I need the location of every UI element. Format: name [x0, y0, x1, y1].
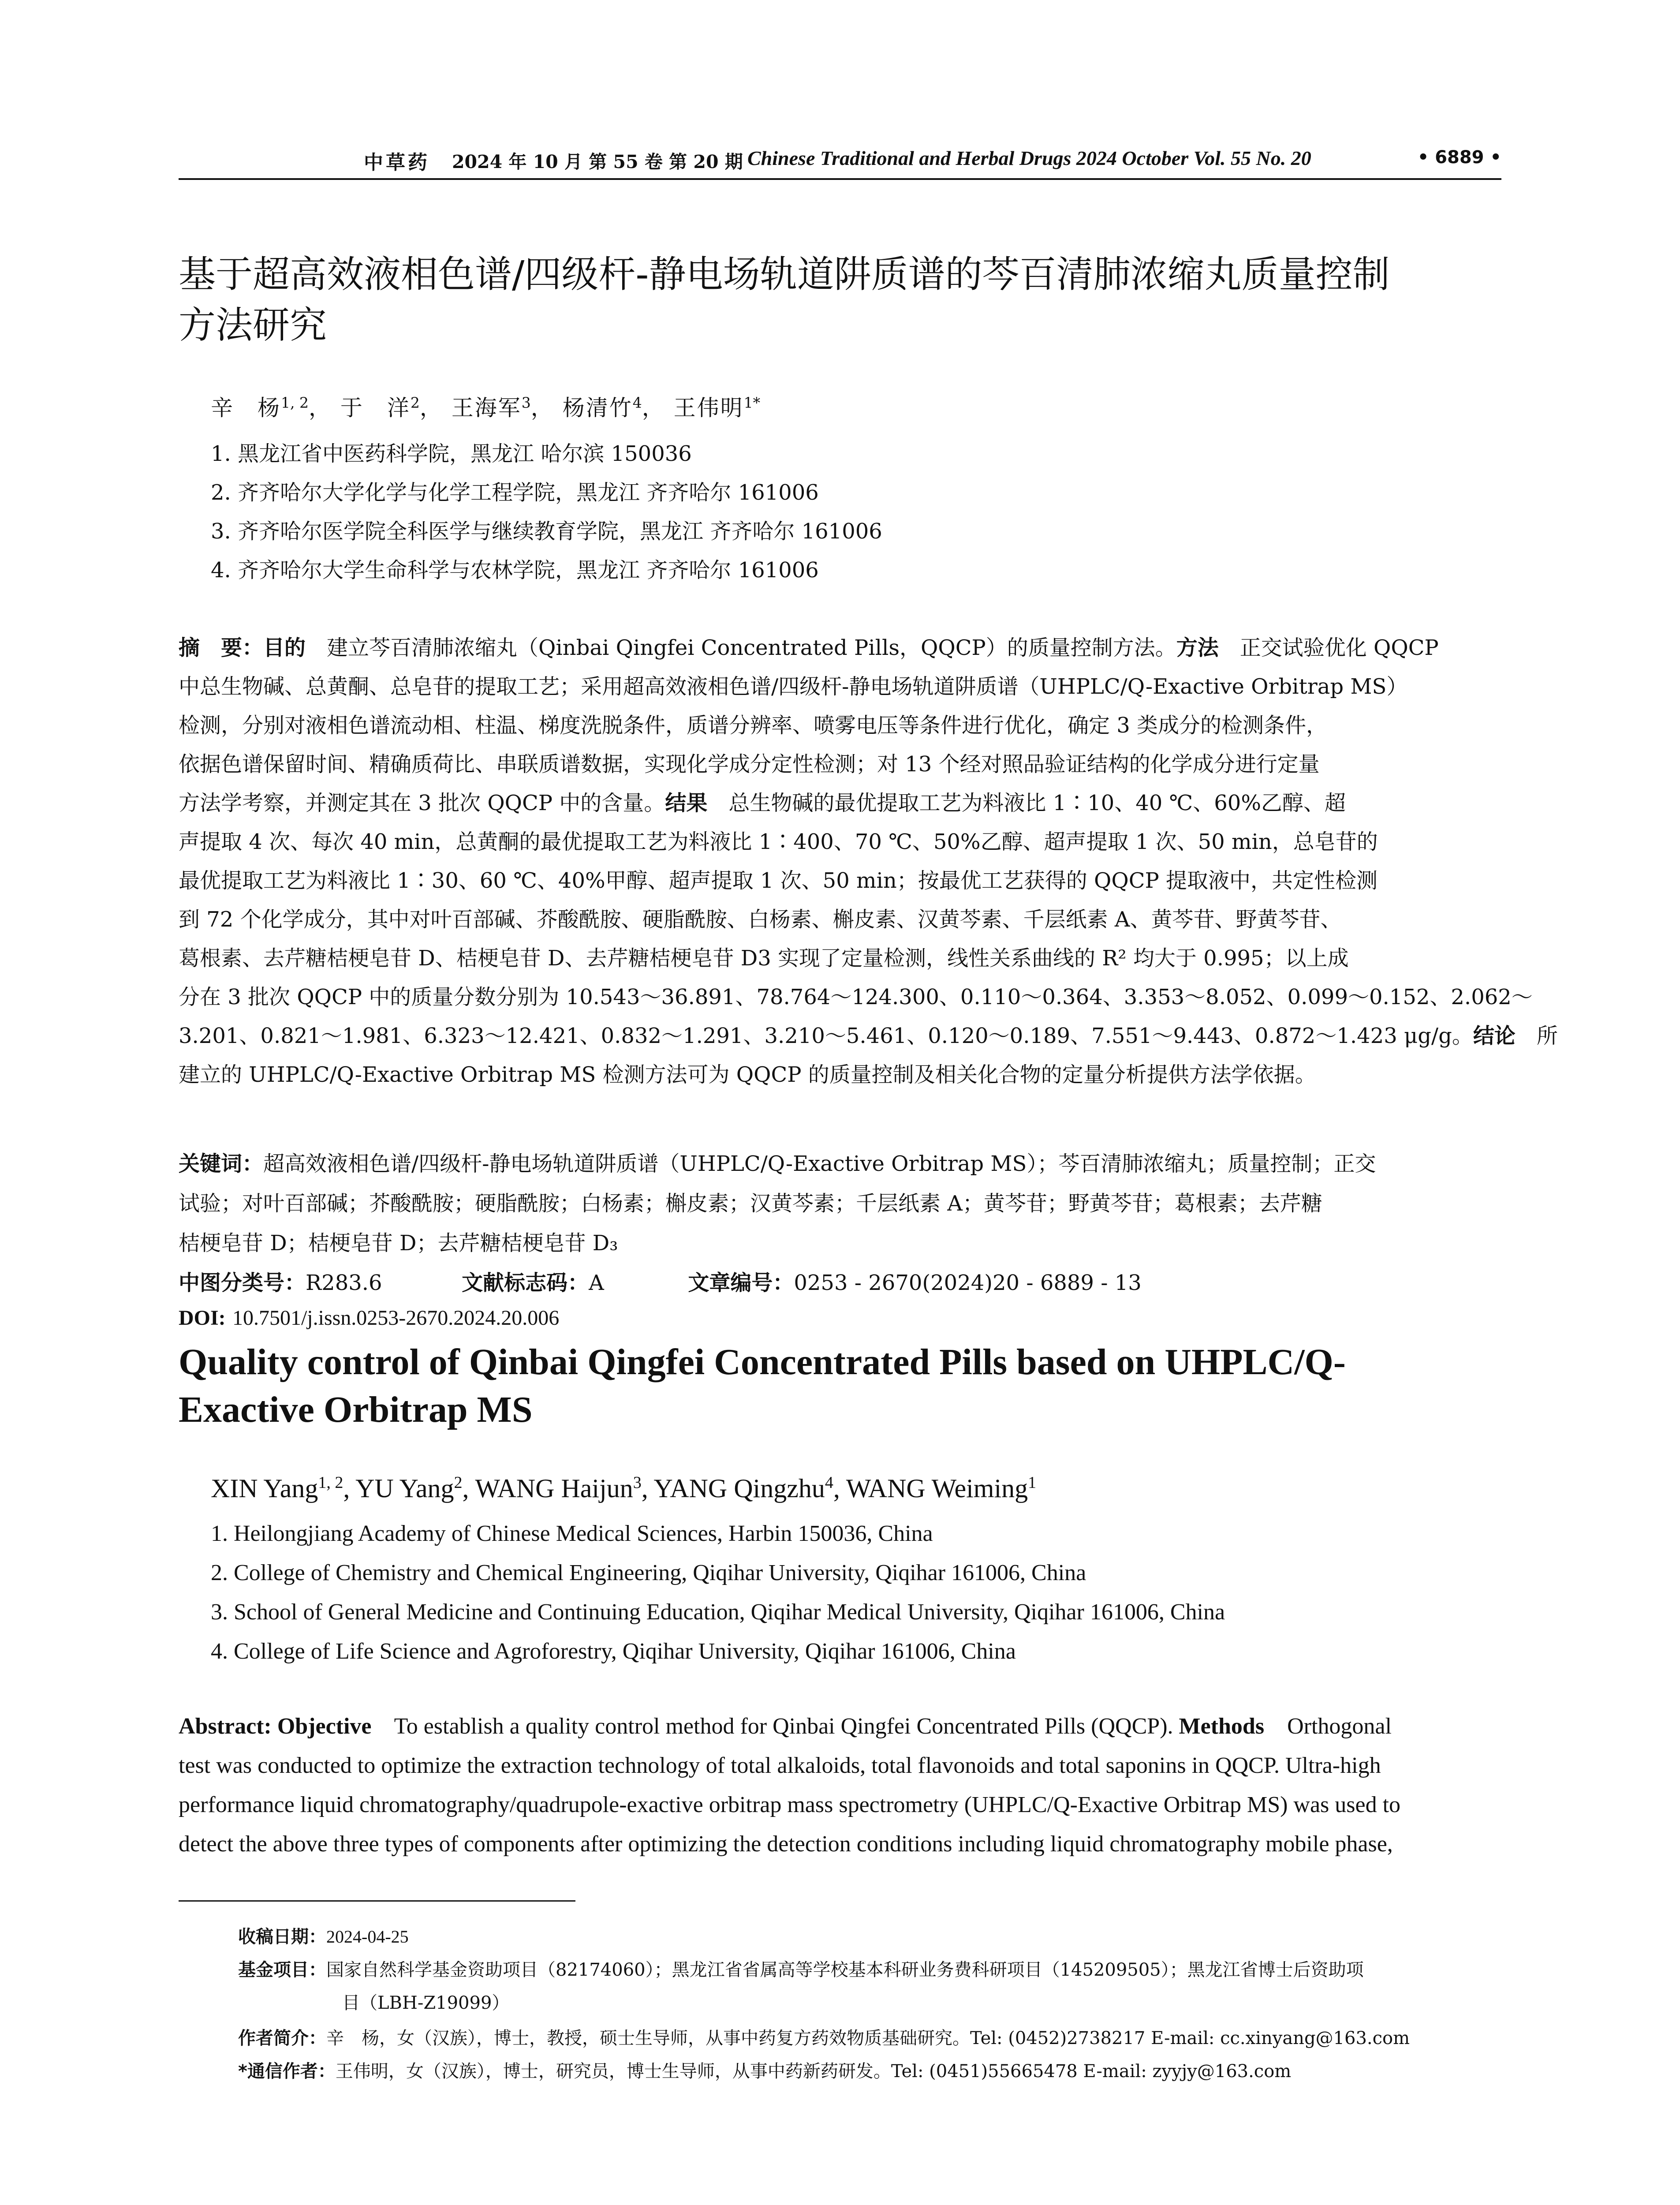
author-affil-sup: 1, 2 [318, 1473, 343, 1492]
abstract-zh-line [179, 863, 1501, 894]
abstract-zh-line [179, 1058, 1501, 1088]
abstract-text: 正交试验优化 QQCP [1218, 635, 1439, 660]
fund-text: 国家自然科学基金资助项目（82174060）；黑龙江省省属高等学校基本科研业务费科研项目（145209505）；黑龙江省博士后资助项 [326, 1960, 1364, 1980]
author-zh: 杨清竹 [562, 395, 633, 421]
abstract-text: 3.201、0.821～1.981、6.323～12.421、0.832～1.291、3.210～5.461、0.120～0.189、7.551～9.443、0.872～1.423 μg/g。 [179, 1024, 1473, 1048]
footnote-divider [179, 1900, 575, 1902]
doi-value: 10.7501/j.issn.0253-2670.2024.20.006 [232, 1306, 560, 1330]
abstract-text: 所 [1515, 1024, 1558, 1048]
section-label: 目的 [263, 635, 306, 660]
abstract-text: detect the above three types of components after optimizing the detection conditions including liquid chromatography mobile phase, [179, 1831, 1393, 1857]
abstract-zh-line [179, 747, 1501, 777]
title-en-line-2: Exactive Orbitrap MS [179, 1389, 533, 1430]
abstract-text: 建立芩百清肺浓缩丸（Qinbai Qingfei Concentrated Pills，QQCP）的质量控制方法。 [306, 635, 1176, 660]
footnote-corresponding [238, 2057, 1291, 2082]
corresponding-label: *通信作者： [238, 2061, 336, 2082]
section-label: 结果 [665, 791, 708, 815]
doi-label: DOI: [179, 1306, 226, 1330]
abstract-text: performance liquid chromatography/quadrupole-exactive orbitrap mass spectrometry (UHPLC/Q-Exactive Orbitrap MS) was used to [179, 1792, 1401, 1817]
abstract-zh-line [179, 902, 1501, 933]
footnote-fund-cont: 目（LBH-Z19099） [342, 1993, 510, 2013]
abstract-zh-line [179, 631, 1501, 661]
title-en-line-1: Quality control of Qinbai Qingfei Concentrated Pills based on UHPLC/Q- [179, 1342, 1346, 1383]
section-label: Methods [1179, 1714, 1265, 1739]
author-affil-sup: 4 [825, 1473, 833, 1492]
doc-code-label: 文献标志码： [462, 1271, 589, 1295]
footnote-received [238, 1923, 409, 1948]
abstract-zh-line [179, 1019, 1558, 1049]
abstract-text: 检测，分别对液相色谱流动相、柱温、梯度洗脱条件，质谱分辨率、喷雾电压等条件进行优化，确定 3 类成分的检测条件， [179, 713, 1328, 738]
author-affil-sup: 4 [632, 394, 642, 411]
abstract-text: 分在 3 批次 QQCP 中的质量分数分别为 10.543～36.891、78.764～124.300、0.110～0.364、3.353～8.052、0.099～0.152、2.062～ [179, 985, 1533, 1009]
author-zh: 王海军 [451, 395, 522, 421]
article-no-label: 文章编号： [688, 1271, 794, 1295]
author-affil-sup: 3 [521, 394, 531, 411]
abstract-text: Orthogonal [1264, 1714, 1392, 1739]
affiliation-en: 2. College of Chemistry and Chemical Engineering, Qiqihar University, Qiqihar 161006, China [211, 1560, 1086, 1585]
clc-value: R283.6 [306, 1271, 382, 1295]
author-intro-label: 作者简介： [238, 2028, 326, 2048]
authors-zh: 辛 杨$^{1, 2}$， 于 洋$^2$， 王海军$^3$， 杨清竹$^4$， 王伟明$^{1*}$ [211, 394, 761, 421]
abstract-en-line [179, 1753, 1501, 1779]
abstract-text: test was conducted to optimize the extraction technology of total alkaloids, total flavonoids and total saponins in QQCP. Ultra-high [179, 1753, 1381, 1778]
abstract-text: 声提取 4 次、每次 40 min，总黄酮的最优提取工艺为料液比 1∶400、70 ℃、50%乙醇、超声提取 1 次、50 min，总皂苷的 [179, 830, 1378, 854]
abstract-text: To establish a quality control method for Qinbai Qingfei Concentrated Pills (QQCP). [371, 1714, 1179, 1739]
author-affil-sup: 1 [1028, 1473, 1037, 1492]
affiliation-zh: 3. 齐齐哈尔医学院全科医学与继续教育学院，黑龙江 齐齐哈尔 161006 [211, 519, 882, 544]
author-zh: 于 洋 [340, 395, 411, 421]
author-zh: 辛 杨 [211, 395, 281, 421]
author-affil-sup: 2 [410, 394, 420, 411]
section-label: 结论 [1473, 1024, 1516, 1048]
abstract-text: 方法学考察，并测定其在 3 批次 QQCP 中的含量。 [179, 791, 665, 815]
abstract-text: 到 72 个化学成分，其中对叶百部碱、芥酸酰胺、硬脂酰胺、白杨素、槲皮素、汉黄芩素、千层纸素 A、黄芩苷、野黄芩苷、 [179, 907, 1342, 932]
author-zh: 王伟明 [673, 395, 744, 421]
keywords-zh-line: 试验；对叶百部碱；芥酸酰胺；硬脂酰胺；白杨素；槲皮素；汉黄芩素；千层纸素 A；黄芩苷；野黄芩苷；葛根素；去芹糖 [179, 1191, 1322, 1216]
footnote-fund [238, 1956, 1364, 1981]
running-header [179, 140, 1501, 184]
affiliation-zh: 4. 齐齐哈尔大学生命科学与农林学院，黑龙江 齐齐哈尔 161006 [211, 558, 819, 583]
abstract-label: 摘 要： [179, 635, 264, 660]
doc-code-value: A [589, 1271, 604, 1295]
abstract-text: 葛根素、去芹糖桔梗皂苷 D、桔梗皂苷 D、去芹糖桔梗皂苷 D3 实现了定量检测，线性关系曲线的 R² 均大于 0.995；以上成 [179, 946, 1349, 971]
affiliation-en: 3. School of General Medicine and Continuing Education, Qiqihar Medical University, Qiqihar 161006, China [211, 1600, 1225, 1625]
clc-label: 中图分类号： [179, 1271, 306, 1295]
author-en: YU Yang [355, 1474, 454, 1503]
journal-name-en: Chinese Traditional and Herbal Drugs 2024 October Vol. 55 No. 20 [747, 147, 1311, 169]
abstract-zh-line [179, 708, 1501, 739]
page-number: • 6889 • [1417, 147, 1501, 168]
author-affil-sup: 2 [454, 1473, 463, 1492]
footnote-author [238, 2024, 1410, 2049]
title-zh-line-1: 基于超高效液相色谱/四级杆-静电场轨道阱质谱的芩百清肺浓缩丸质量控制 [179, 253, 1390, 296]
affiliation-zh: 2. 齐齐哈尔大学化学与化学工程学院，黑龙江 齐齐哈尔 161006 [211, 480, 819, 505]
affiliation-en: 4. College of Life Science and Agroforestry, Qiqihar University, Qiqihar 161006, China [211, 1639, 1016, 1664]
author-en: WANG Weiming [846, 1474, 1028, 1503]
abstract-en-line [179, 1713, 1501, 1739]
abstract-en-line [179, 1792, 1501, 1818]
author-en: WANG Haijun [475, 1474, 633, 1503]
author-intro-text: 辛 杨，女（汉族），博士，教授，硕士生导师，从事中药复方药效物质基础研究。Tel: (0452)2738217 E-mail: cc.xinyang@163.com [326, 2028, 1410, 2048]
author-affil-sup: 1* [743, 394, 761, 411]
affiliation-zh: 1. 黑龙江省中医药科学院，黑龙江 哈尔滨 150036 [211, 441, 692, 466]
abstract-text: 建立的 UHPLC/Q-Exactive Orbitrap MS 检测方法可为 QQCP 的质量控制及相关化合物的定量分析提供方法学依据。 [179, 1062, 1316, 1087]
abstract-zh-line [179, 980, 1533, 1010]
keywords-zh-line: 桔梗皂苷 D；桔梗皂苷 D；去芹糖桔梗皂苷 D₃ [179, 1231, 618, 1256]
header-divider [179, 178, 1501, 180]
keywords-zh-line [179, 1147, 1501, 1177]
abstract-zh-line [179, 669, 1501, 700]
section-label: 方法 [1176, 635, 1219, 660]
corresponding-text: 王伟明，女（汉族），博士，研究员，博士生导师，从事中药新药研发。Tel: (0451)55665478 E-mail: zyyjy@163.com [335, 2061, 1292, 2082]
keywords-text: 超高效液相色谱/四级杆-静电场轨道阱质谱（UHPLC/Q-Exactive Orbitrap MS）；芩百清肺浓缩丸；质量控制；正交 [263, 1151, 1376, 1176]
section-label: Abstract: Objective [179, 1714, 372, 1739]
abstract-text: 依据色谱保留时间、精确质荷比、串联质谱数据，实现化学成分定性检测；对 13 个经对照品验证结构的化学成分进行定量 [179, 752, 1320, 777]
abstract-text: 总生物碱的最优提取工艺为料液比 1∶10、40 ℃、60%乙醇、超 [707, 791, 1346, 815]
abstract-zh-line [179, 825, 1501, 855]
doi-line [179, 1305, 1501, 1330]
authors-en: XIN Yang$^{1, 2}$, YU Yang$^2$, WANG Haijun$^3$, YANG Qingzhu$^4$, WANG Weiming$^1$ [211, 1473, 1037, 1503]
abstract-zh-line [179, 941, 1501, 972]
affiliation-en: 1. Heilongjiang Academy of Chinese Medical Sciences, Harbin 150036, China [211, 1521, 933, 1546]
title-zh-line-2: 方法研究 [179, 303, 327, 347]
abstract-text: 最优提取工艺为料液比 1∶30、60 ℃、40%甲醇、超声提取 1 次、50 min；按最优工艺获得的 QQCP 提取液中，共定性检测 [179, 868, 1378, 893]
issue-date-zh: 2024 年 10 月 第 55 卷 第 20 期 [452, 151, 743, 172]
author-en: XIN Yang [211, 1474, 318, 1503]
abstract-zh-line [179, 786, 1501, 816]
article-no-value: 0253 - 2670(2024)20 - 6889 - 13 [794, 1271, 1142, 1295]
received-date: 2024-04-25 [326, 1927, 409, 1947]
author-en: YANG Qingzhu [653, 1474, 825, 1503]
author-affil-sup: 3 [633, 1473, 642, 1492]
classification-line [179, 1266, 1501, 1296]
received-label: 收稿日期： [238, 1927, 326, 1947]
abstract-en-line [179, 1831, 1501, 1857]
author-affil-sup: 1, 2 [281, 394, 309, 411]
keywords-label: 关键词： [179, 1151, 264, 1176]
abstract-text: 中总生物碱、总黄酮、总皂苷的提取工艺；采用超高效液相色谱/四级杆-静电场轨道阱质谱（UHPLC/Q-Exactive Orbitrap MS） [179, 674, 1408, 699]
journal-name-zh: 中草药 [364, 151, 430, 174]
fund-label: 基金项目： [238, 1960, 326, 1980]
